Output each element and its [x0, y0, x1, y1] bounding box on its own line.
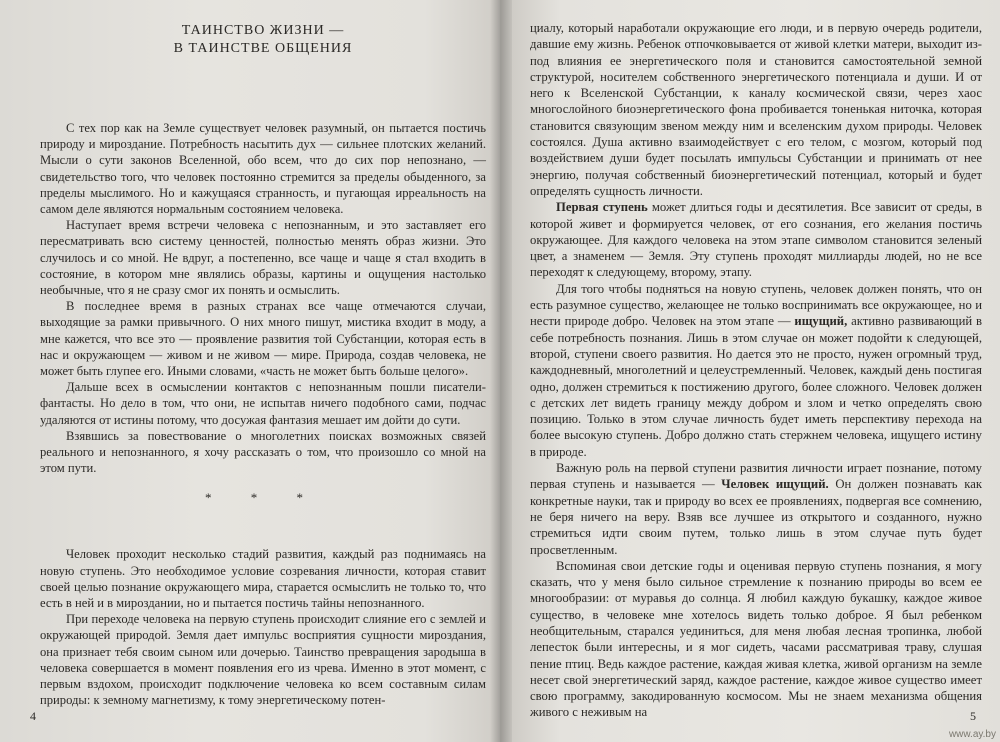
- chapter-title: [40, 22, 486, 58]
- left-paragraph-3: В последнее время в разных странах все чаще отмечаются случаи, выходящие за рамки привычного. О них много пишут, мистика входит в моду, а мне кажется, что все это — проявление развития той Субстанции, которая есть в нас и окружающем — живом и не живом — мире. Природа, создав человека, не может быть глупее его. Иными словами, «часть не может быть больше целого».: [40, 299, 486, 379]
- left-paragraph-4: Дальше всех в осмыслении контактов с непознанным пошли писатели-фантасты. Но дело в том, что они, не испытав ничего подобного сами, подчас удаляются от истины потому, что досужая фантазия мешает им дойти до сути.: [40, 380, 486, 427]
- page-number-left: 4: [30, 709, 36, 723]
- role-text-before: Важную роль на первой ступени развития личности играет познание, потому первая ступень и называется —: [530, 461, 982, 492]
- first-stage-text: может длиться годы и десятилетия. Все зависит от среды, в которой живет и формируется человек, от его сознания, его желания постичь окружающее. Для каждого человека на этом этапе символом становится зеленый цвет, а знаменем — Земля. Эту ступень проходят миллиарды людей, но не все переходят к следующему, второму, этапу.: [530, 200, 982, 280]
- right-paragraph-4: [530, 460, 982, 558]
- role-text-after: Он должен познавать как конкретные науки, так и природу во всех ее проявлениях, подвергая все сомнению, не беря ничего на веру. Взяв все лучшее из открытого и созданного, нужно стремиться идти своим путем, только лишь в этом случае путь будет просветленным.: [530, 477, 982, 557]
- book-gutter-shadow: [490, 0, 512, 742]
- page-number-right: 5: [970, 709, 976, 723]
- right-paragraph-1: циалу, который наработали окружающие его люди, и в первую очередь родители, давшие ему жизнь. Ребенок отпочковывается от живой клетки матери, выходит из-под влияния ее энергетического поля и становится самостоятельной земной структурой, носителем собственного энергетического потенциала и души. И от него к Вселенской Субстанции, к каналу космической связи, через хаос многослойного биоэнергетического фона пробивается тоненькая ниточка, которая становится связующим звеном между ним и вселенским духом природы. Человек состоялся. Душа активно взаимодействует с его телом, с мозгом, который под воздействием души будет посылать импульсы Субстанции и принимать от нее энергию, получая собственный биоэнергетический потенциал, который и будет определять сущность личности.: [530, 21, 982, 198]
- seeker-text-before: Для того чтобы подняться на новую ступень, человек должен понять, что он есть разумное существо, желающее не только воспринимать все окружающее, но и нести природе добро. Человек на этом этапе —: [530, 281, 982, 329]
- seeker-text-after: активно развивающий в себе потребность познания. Лишь в этом случае он может подойти к следующей, второй, ступени своего развития. Но дается это не просто, нужен огромный труд, каждодневный, многолетний и целеустремленный. Человек, каждый день постигая одно, должен стремиться к постижению другого, более сложного. Человек должен с детских лет видеть границу между добром и злом и четко определять свою позицию. Только в этом случае личность будет иметь перспективу перехода на более высокую ступень. Добро должно стать стержнем человека, ищущего истину в природе.: [530, 314, 983, 459]
- first-stage-term: Первая ступень: [556, 200, 648, 215]
- right-paragraph-2: [530, 199, 982, 280]
- seeker-term: ищущий,: [794, 314, 848, 329]
- section-separator: * * *: [205, 490, 321, 506]
- left-paragraph-5: Взявшись за повествование о многолетних поисках возможных связей реального и непознанного, я хочу рассказать о том, что произошло со мной на этом пути.: [40, 428, 486, 476]
- left-paragraph-6: Человек проходит несколько стадий развития, каждый раз поднимаясь на новую ступень. Это необходимое условие созревания личности, которая ставит своей целью познание окружающего мира, старается осмыслить не только то, что есть в ней и в мироздании, но и пытается постичь тайны непознанного.: [40, 547, 486, 611]
- chapter-title-line-1: ТАИНСТВО ЖИЗНИ —: [181, 23, 345, 38]
- right-page: [500, 0, 1000, 742]
- right-paragraph-5: Вспоминая свои детские годы и оценивая первую ступень познания, я могу сказать, что у меня было сильное стремление к познанию природы во всем ее многообразии: от муравья до солнца. Я любил каждую букашку, каждое живое существо, в человеке мне хотелось видеть только доброе. Я был ребенком необщительным, старался уединиться, для меня любая лесная тропинка, любой лепесток были интересны, и я мог сидеть, часами рассматривая траву, слушая пение птиц. Ведь каждое растение, каждая живая клетка, живой организм на земле несет свой энергетический заряд, каждое растение, каждое живое существо имеет свою программу, закодированную космосом. Мы не знаем механизма общения живого с неживым на: [530, 558, 982, 720]
- right-paragraph-3: [530, 281, 982, 460]
- left-paragraph-2: Наступает время встречи человека с непознанным, и это заставляет его пересматривать всю систему ценностей, полностью менять образ жизни. Это случилось и со мной. Не вдруг, а постепенно, все чаще и чаще я стал входить в состояние, в котором мне являлись образы, картины и ощущения настолько необычные, что я не сразу смог их понять и осмыслить.: [40, 218, 486, 298]
- role-term: Человек ищущий.: [721, 477, 829, 492]
- chapter-title-line-2: В ТАИНСТВЕ ОБЩЕНИЯ: [173, 41, 353, 56]
- left-paragraph-1: С тех пор как на Земле существует человек разумный, он пытается постичь природу и мироздание. Потребность насытить дух — сильнее плотских желаний. Мысли о сути законов Вселенной, обо всем, что до сих пор непознано, — свидетельство того, что человек постоянно стремится за пределы обыденного, за пределы мыслимого. Но и кажущаяся странность, и пугающая ирреальность на самом деле являются нормальным состоянием человека.: [40, 121, 486, 217]
- left-paragraph-7: При переходе человека на первую ступень происходит слияние его с землей и окружающей природой. Земля дает импульс восприятия сущности мироздания, она признает тебя своим сыном или дочерью. Таинство превращения зародыша в человека совершается в момент появления его из чрева. Именно в этот момент, с первым вздохом, происходит подключение человека ко всем составным силам природы: к земному магнетизму, к тому энергетическому потен-: [40, 612, 486, 708]
- site-watermark: www.ay.by: [948, 729, 996, 740]
